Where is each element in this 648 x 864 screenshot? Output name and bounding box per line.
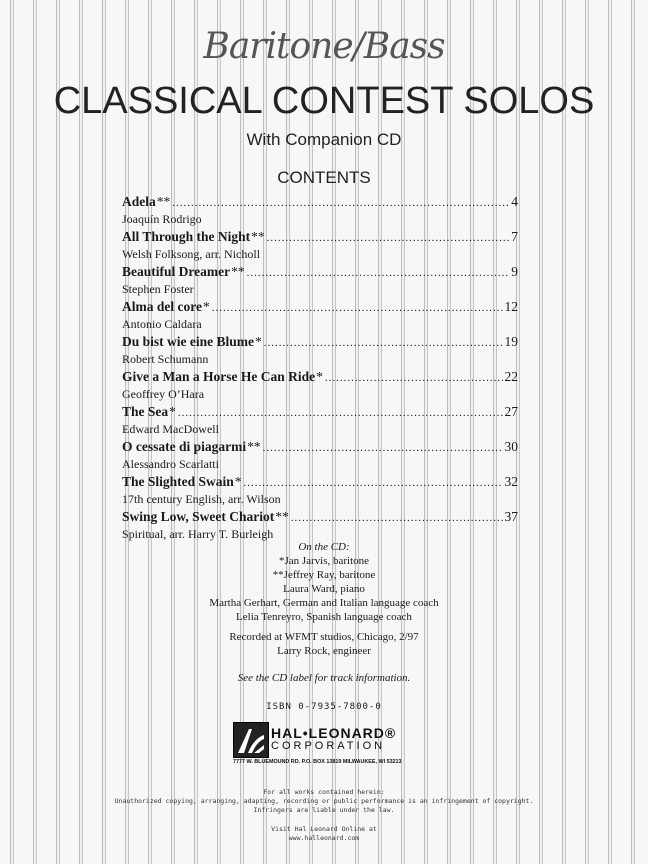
- page-number: 32: [504, 474, 518, 489]
- book-subtitle: With Companion CD: [246, 130, 402, 149]
- page-number: 12: [504, 299, 518, 314]
- table-of-contents: [122, 193, 518, 543]
- toc-entry-du-bist-wie-eine-blume: [122, 333, 518, 368]
- website-url: www.halleonard.com: [288, 834, 360, 842]
- toc-entry-all-through-the-night: [122, 228, 518, 263]
- cd-credits: [0, 540, 648, 658]
- page-number: 4: [511, 194, 518, 209]
- dot-leader: [264, 335, 503, 352]
- book-title: CLASSICAL CONTEST SOLOS: [53, 80, 595, 122]
- song-title: Give a Man a Horse He Can Ride: [122, 369, 316, 384]
- copyright-line: For all works contained herein:: [263, 788, 385, 796]
- page-number: 7: [511, 229, 518, 244]
- toc-entry-swing-low-sweet-chariot: [122, 508, 518, 543]
- performer-mark: *: [169, 404, 176, 419]
- dot-leader: [172, 195, 509, 212]
- song-title: All Through the Night: [122, 229, 251, 244]
- credit-line: Laura Ward, piano: [283, 583, 365, 595]
- toc-entry-beautiful-dreamer: [122, 263, 518, 298]
- dot-leader: [244, 475, 503, 492]
- credit-line: *Jan Jarvis, baritone: [278, 555, 370, 567]
- credit-line: **Jeffrey Ray, baritone: [272, 569, 376, 581]
- composer: Welsh Folksong, arr. Nicholl: [122, 247, 261, 261]
- credit-line: Martha Gerhart, German and Italian language coach: [209, 597, 439, 609]
- page-number: 30: [504, 439, 518, 454]
- website-notice: [0, 825, 648, 843]
- toc-entry-adela: [122, 193, 518, 228]
- page-number: 22: [504, 369, 518, 384]
- composer: Joaquín Rodrigo: [122, 212, 202, 226]
- toc-entry-alma-del-core: [122, 298, 518, 333]
- page-number: 27: [504, 404, 518, 419]
- toc-entry-o-cessate-di-piagarmi: [122, 438, 518, 473]
- performer-mark: **: [231, 264, 245, 279]
- toc-entry-the-sea: [122, 403, 518, 438]
- contents-heading: CONTENTS: [277, 168, 371, 187]
- dot-leader: [291, 510, 503, 527]
- song-title: Adela: [122, 194, 156, 209]
- performer-mark: *: [234, 474, 242, 489]
- composer: 17th century English, arr. Wilson: [122, 492, 281, 506]
- page-number: 9: [511, 264, 518, 279]
- dot-leader: [263, 440, 503, 457]
- publisher-address: 7777 W. BLUEMOUND RD. P.O. BOX 13819 MILWAUKEE, WI 53213: [233, 759, 402, 765]
- composer: Alessandro Scarlatti: [122, 457, 219, 471]
- series-title: Baritone/Bass: [203, 26, 445, 67]
- isbn: ISBN 0-7935-7800-0: [266, 702, 382, 712]
- copyright-notice: [0, 788, 648, 815]
- toc-entry-the-slighted-swain: [122, 473, 518, 508]
- performer-mark: **: [251, 229, 265, 244]
- page-number: 37: [504, 509, 518, 524]
- composer: Robert Schumann: [122, 352, 209, 366]
- engineer-note: Larry Rock, engineer: [277, 645, 371, 657]
- song-title: Alma del core: [122, 299, 202, 314]
- song-title: Du bist wie eine Blume: [122, 334, 255, 349]
- song-title: The Slighted Swain: [122, 474, 234, 489]
- copyright-line: Unauthorized copying, arranging, adapting, recording or public performance is an infringement of copyright.: [114, 797, 534, 805]
- cd-credits-label: On the CD:: [298, 541, 350, 553]
- toc-entry-give-a-man-a-horse: [122, 368, 518, 403]
- song-title: Beautiful Dreamer: [122, 264, 231, 279]
- song-title: The Sea: [122, 404, 169, 419]
- composer: Antonio Caldara: [122, 317, 202, 331]
- track-info-note: See the CD label for track information.: [237, 672, 411, 684]
- hal-leonard-logo-icon: [233, 722, 269, 758]
- composer: Spiritual, arr. Harry T. Burleigh: [122, 527, 274, 541]
- page-number: 19: [504, 334, 518, 349]
- performer-mark: **: [156, 194, 171, 209]
- publisher-block: [233, 722, 423, 770]
- composer: Edward MacDowell: [122, 422, 219, 436]
- song-title: Swing Low, Sweet Chariot: [122, 509, 275, 524]
- publisher-corporation: CORPORATION: [271, 740, 386, 752]
- publisher-name: HAL•LEONARD®: [271, 725, 397, 741]
- recorded-note: Recorded at WFMT studios, Chicago, 2/97: [229, 631, 419, 643]
- composer: Stephen Foster: [122, 282, 194, 296]
- copyright-line: Infringers are liable under the law.: [253, 806, 395, 814]
- performer-mark: **: [247, 439, 261, 454]
- dot-leader: [178, 405, 503, 422]
- credit-line: Lelia Tenreyro, Spanish language coach: [236, 611, 412, 623]
- performer-mark: **: [275, 509, 289, 524]
- performer-mark: *: [255, 334, 262, 349]
- performer-mark: *: [202, 299, 210, 314]
- visit-text: Visit Hal Leonard Online at: [271, 825, 377, 833]
- dot-leader: [267, 230, 510, 247]
- performer-mark: *: [316, 369, 323, 384]
- composer: Geoffrey O’Hara: [122, 387, 205, 401]
- song-title: O cessate di piagarmi: [122, 439, 247, 454]
- dot-leader: [325, 370, 503, 387]
- dot-leader: [247, 265, 510, 282]
- dot-leader: [212, 300, 503, 317]
